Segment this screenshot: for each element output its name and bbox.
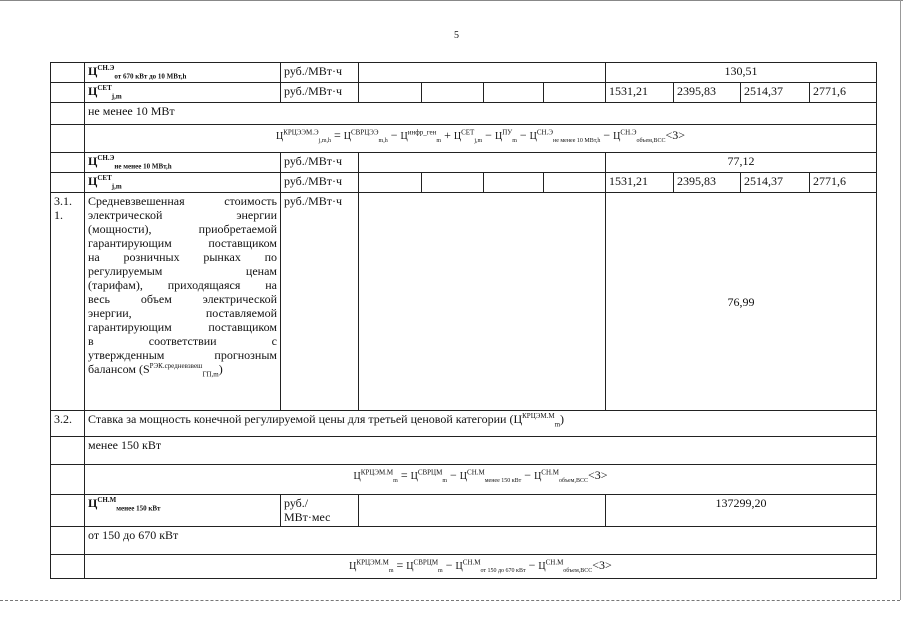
table-row <box>51 411 877 437</box>
item-heading: Ставка за мощность конечной регулируемой цены для третьей ценовой категории $(Ц^{КРЦЭМ.М}_m)$ <box>85 411 877 437</box>
section-label: не менее 10 МВт <box>85 103 877 125</box>
table-row <box>51 173 877 193</box>
page-number: 5 <box>454 30 459 41</box>
unit-cell: руб./МВт·ч <box>281 153 359 173</box>
table-row <box>51 63 877 83</box>
page-cut-line <box>0 600 900 601</box>
value-nn: 2771,6 <box>810 83 877 103</box>
price-symbol: $Ц^{СН.Э}_{от 670 кВт до 10 МВт,h}$ <box>85 63 281 83</box>
value-cell: 137299,20 <box>606 495 877 527</box>
formula-row <box>51 465 877 495</box>
tariff-table <box>50 62 877 579</box>
unit-cell: руб./МВт·ч <box>281 173 359 193</box>
section-label: менее 150 кВт <box>85 437 877 465</box>
value-vn: 1531,21 <box>606 83 674 103</box>
unit-cell: руб./МВт·ч <box>281 83 359 103</box>
table-row <box>51 527 877 555</box>
value-cell: 76,99 <box>606 193 877 411</box>
value-vn: 1531,21 <box>606 173 674 193</box>
value-sn1: 2395,83 <box>674 173 741 193</box>
formula-row <box>51 555 877 579</box>
value-sn2: 2514,37 <box>741 173 810 193</box>
formula-row <box>51 125 877 153</box>
value-cell: 130,51 <box>606 63 877 83</box>
price-symbol: $Ц^{СЕТ}_{j,m}$ <box>85 83 281 103</box>
formula: $Ц^{КРЦЭЭМ.Э}_{j,m,h} = Ц^{СВРЦЭЭ}_{m,h} - Ц^{инфр\_ген}_m + Ц^{СЕТ}_{j,m} - Ц^{ПУ}_m - Ц^{СН.Э}_{не менее 10 МВт,h} - Ц^{СН.Э}_{объем,ВСС}<3>$ <box>85 125 877 153</box>
price-symbol: $Ц^{СН.Э}_{не менее 10 МВт,h}$ <box>85 153 281 173</box>
table-row <box>51 437 877 465</box>
table-row <box>51 103 877 125</box>
unit-cell: руб./МВт·ч <box>281 193 359 411</box>
page-border-top <box>0 0 903 1</box>
item-number: 3.2. <box>51 411 85 437</box>
value-sn1: 2395,83 <box>674 83 741 103</box>
item-number: 3.1. 1. <box>51 193 85 411</box>
table-row <box>51 153 877 173</box>
unit-cell: руб./МВт·ч <box>281 63 359 83</box>
price-symbol: $Ц^{СЕТ}_{j,m}$ <box>85 173 281 193</box>
table-row <box>51 193 877 411</box>
formula: $Ц^{КРЦЭМ.М}_m = Ц^{СВРЦМ}_m - Ц^{СН.М}_{менее 150 кВт} - Ц^{СН.М}_{объем,ВСС}<3>$ <box>85 465 877 495</box>
page-border-right <box>900 0 901 600</box>
table-row <box>51 83 877 103</box>
item-description: Средневзвешенная стоимость электрической энергии (мощности), приобретаемой гарантирующим поставщиком на розничных рынках по регулируемым ценам (тарифам), приходящаяся на весь объем электрической энергии, поставляемой гарантирующим поставщиком в соответствии с утвержденным прогнозным балансом $(S^{РЭК.средневзвеш}_{ГП,m})$ <box>85 193 281 411</box>
value-sn2: 2514,37 <box>741 83 810 103</box>
table-row <box>51 495 877 527</box>
price-symbol: $Ц^{СН.М}_{менее 150 кВт}$ <box>85 495 281 527</box>
value-cell: 77,12 <box>606 153 877 173</box>
unit-cell: руб./ МВт·мес <box>281 495 359 527</box>
section-label: от 150 до 670 кВт <box>85 527 877 555</box>
formula: $Ц^{КРЦЭМ.М}_m = Ц^{СВРЦМ}_m - Ц^{СН.М}_{от 150 до 670 кВт} - Ц^{СН.М}_{объем,ВСС}<3>$ <box>85 555 877 579</box>
value-nn: 2771,6 <box>810 173 877 193</box>
